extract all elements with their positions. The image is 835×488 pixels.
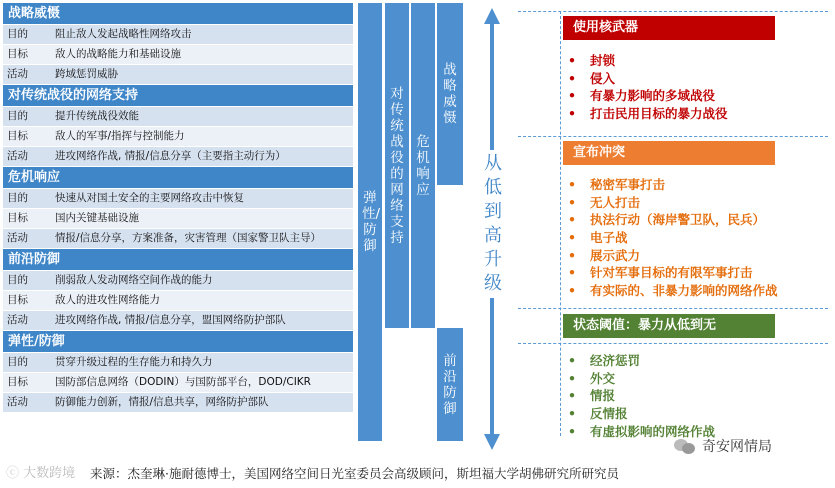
list-item: • 有实际的、非暴力影响的网络作战 [568, 283, 778, 299]
strategy-table [3, 3, 353, 413]
section-strategic-deterrence [3, 3, 353, 85]
column-resilience-defense [358, 3, 382, 441]
level-nuclear: 使用核武器 [563, 16, 775, 40]
column-conventional-support [385, 3, 409, 328]
watermark-right [674, 436, 772, 456]
list-item: • 侵入 [568, 70, 616, 86]
row-value: 敌人的军事/指挥与控制能力 [55, 130, 185, 142]
row-key: 目标 [7, 130, 28, 142]
row-key: 目标 [7, 376, 28, 388]
list-item: • 封锁 [568, 53, 616, 68]
bullet: • [568, 423, 576, 439]
section-conventional-support [3, 85, 353, 167]
column-crisis-response [411, 3, 435, 328]
column-forward-defense [437, 328, 463, 441]
bullet: • [568, 177, 576, 192]
arrow-up-icon [484, 8, 500, 24]
watermark-text: 奇安网情局 [702, 439, 772, 455]
table-row [3, 271, 353, 291]
list-item: • 打击民用目标的暴力战役 [568, 106, 728, 122]
table-row [3, 127, 353, 147]
table-row [3, 209, 353, 229]
level-nuclear-list [568, 52, 728, 123]
bullet: • [568, 406, 576, 422]
row-value: 敌人的进攻性网络能力 [55, 294, 160, 306]
row-value: 防御能力创新，情报/信息共享，网络防护部队 [55, 396, 269, 408]
bullet: • [568, 88, 576, 104]
row-key: 活动 [7, 232, 28, 244]
bullet: • [568, 194, 576, 210]
watermark-left: ⓒ 大数跨境 [6, 466, 76, 481]
row-key: 活动 [7, 396, 28, 408]
table-row [3, 311, 353, 331]
level-declared-conflict-list [568, 176, 778, 300]
table-row [3, 25, 353, 45]
list-item: • 反情报 [568, 406, 628, 422]
table-row [3, 373, 353, 393]
table-row [3, 393, 353, 413]
dashed-vertical-separator [560, 11, 561, 436]
list-item: • 有虚拟影响的网络作战 [568, 423, 716, 439]
row-key: 目的 [7, 274, 28, 286]
row-key: 目的 [7, 356, 28, 368]
row-value: 提升传统战役效能 [55, 110, 139, 122]
list-item: • 外交 [568, 370, 616, 386]
escalation-label-text: 从低到高升级 [484, 153, 502, 294]
list-item: • 经济惩罚 [568, 353, 641, 368]
row-key: 目标 [7, 48, 28, 60]
column-label: 危机响应 [416, 133, 430, 198]
dashed-separator [518, 308, 828, 309]
column-label: 前沿防御 [443, 352, 457, 417]
level-threshold-list [568, 352, 715, 440]
section-crisis-response [3, 167, 353, 249]
row-value: 进攻网络作战, 情报/信息分享，盟国网络防护部队 [55, 314, 286, 326]
row-value: 国防部信息网络（DODIN）与国防部平台，DOD/CIKR [55, 376, 311, 388]
row-key: 目的 [7, 110, 28, 122]
level-threshold: 状态阈值：暴力从低到无 [563, 314, 775, 338]
dashed-separator [518, 136, 828, 137]
row-value: 阻止敌人发起战略性网络攻击 [55, 28, 192, 40]
row-key: 目标 [7, 212, 28, 224]
section-title: 弹性/防御 [3, 331, 353, 353]
table-row [3, 229, 353, 249]
row-key: 活动 [7, 150, 28, 162]
bullet: • [568, 283, 576, 299]
section-title: 战略威慑 [3, 3, 353, 25]
row-key: 活动 [7, 68, 28, 80]
bullet: • [568, 212, 576, 228]
row-value: 情报/信息分享，方案准备，灾害管理（国家警卫队主导） [55, 232, 322, 244]
bullet: • [568, 353, 576, 368]
bullet: • [568, 53, 576, 68]
row-value: 国内关键基础设施 [55, 212, 139, 224]
section-title: 危机响应 [3, 167, 353, 189]
table-row [3, 147, 353, 167]
row-value: 敌人的战略能力和基础设施 [55, 48, 181, 60]
section-resilience-defense [3, 331, 353, 413]
list-item: • 执法行动（海岸警卫队，民兵） [568, 212, 766, 228]
column-strategic-deterrence [437, 3, 463, 185]
source-footer: 来源：杰奎琳·施耐德博士，美国网络空间日光室委员会高级顾问，斯坦福大学胡佛研究所研究员 [90, 466, 619, 481]
list-item: • 秘密军事打击 [568, 177, 666, 192]
list-item: • 无人打击 [568, 194, 641, 210]
row-value: 贯穿升级过程的生存能力和持久力 [55, 356, 213, 368]
table-row [3, 107, 353, 127]
row-key: 活动 [7, 314, 28, 326]
escalation-label [478, 150, 506, 298]
table-row [3, 65, 353, 85]
table-row [3, 353, 353, 373]
list-item: • 电子战 [568, 230, 628, 246]
arrow-down-icon [484, 434, 500, 450]
row-key: 目的 [7, 28, 28, 40]
dashed-separator [518, 11, 828, 12]
list-item: • 有暴力影响的多域战役 [568, 88, 716, 104]
column-label: 对传统战役的网络支持 [390, 85, 404, 246]
row-key: 目的 [7, 192, 28, 204]
row-value: 进攻网络作战, 情报/信息分享（主要指主动行为） [55, 150, 286, 162]
row-key: 目标 [7, 294, 28, 306]
row-value: 跨域惩罚威胁 [55, 68, 118, 80]
bullet: • [568, 230, 576, 246]
dashed-separator [518, 343, 828, 344]
row-value: 削弱敌人发动网络空间作战的能力 [55, 274, 213, 286]
list-item: • 针对军事目标的有限军事打击 [568, 265, 753, 281]
section-title: 前沿防御 [3, 249, 353, 271]
table-row [3, 291, 353, 311]
section-forward-defense [3, 249, 353, 331]
section-title: 对传统战役的网络支持 [3, 85, 353, 107]
bullet: • [568, 388, 576, 404]
bullet: • [568, 265, 576, 281]
wechat-icon [674, 437, 696, 455]
bullet: • [568, 70, 576, 86]
bullet: • [568, 106, 576, 122]
bullet: • [568, 247, 576, 263]
level-declared-conflict: 宣布冲突 [563, 141, 775, 165]
column-label: 弹性/防御 [362, 190, 381, 254]
bullet: • [568, 370, 576, 386]
table-row [3, 189, 353, 209]
row-value: 快速从对国土安全的主要网络攻击中恢复 [55, 192, 244, 204]
list-item: • 情报 [568, 388, 616, 404]
list-item: • 展示武力 [568, 247, 641, 263]
table-row [3, 45, 353, 65]
column-label: 战略威慑 [443, 62, 457, 126]
